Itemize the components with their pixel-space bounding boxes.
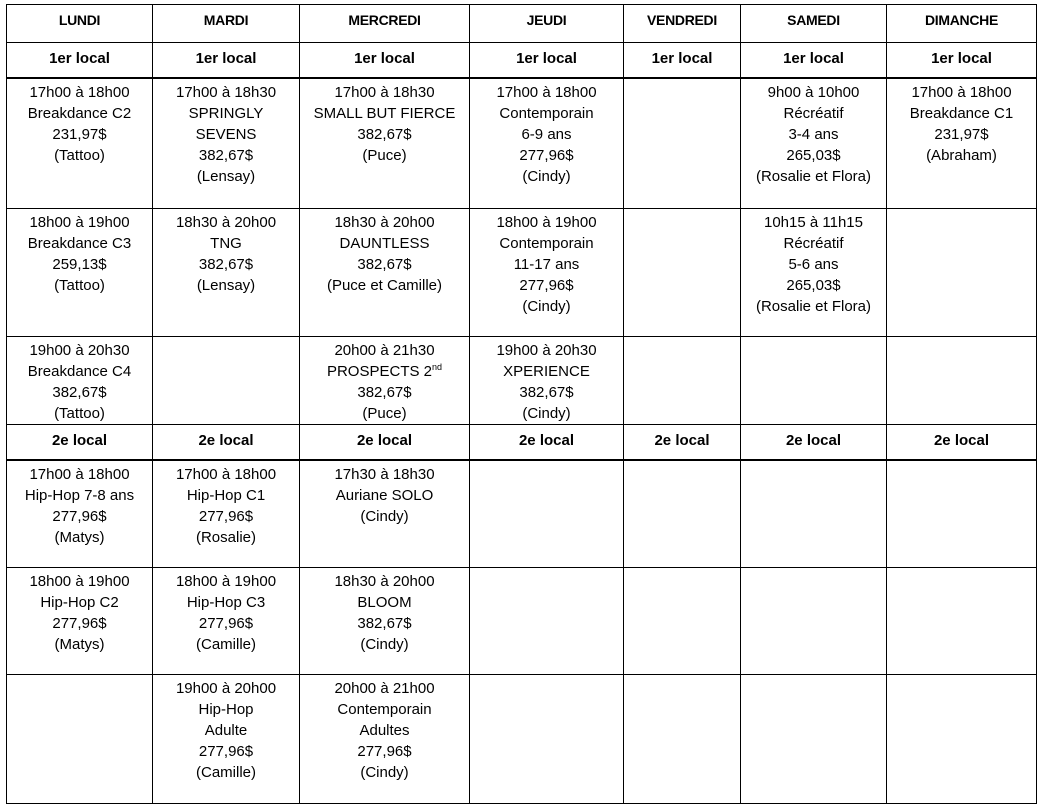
local-label: 1er local [300,43,470,79]
class-line: 231,97$ [934,126,989,143]
local-label: 2e local [887,425,1037,461]
class-line: 382,67$ [357,615,412,632]
class-line: (Lensay) [196,168,256,185]
class-line: Auriane SOLO [335,487,434,504]
class-line: Récréatif [783,235,844,252]
class-line: (Cindy) [522,298,571,315]
local-label: 2e local [470,425,624,461]
class-line: 265,03$ [786,277,841,294]
class-line: (Tattoo) [54,277,105,294]
class-line: 19h00 à 20h30 [496,342,597,359]
class-line: PROSPECTS 2nd [326,362,443,380]
class-line: 382,67$ [52,384,107,401]
empty-cell [470,460,624,568]
class-line: 17h00 à 18h30 [175,84,277,101]
class-line: 277,96$ [519,147,574,164]
class-line: BLOOM [357,594,412,611]
schedule-row [7,209,1037,337]
schedule-row [7,337,1037,425]
class-cell [153,209,300,337]
class-line: 17h00 à 18h00 [911,84,1012,101]
class-line: 18h30 à 20h00 [175,214,277,231]
class-cell [470,337,624,425]
empty-cell [7,675,153,804]
class-line: Contemporain [499,235,594,252]
class-line: 277,96$ [519,277,574,294]
class-line: SEVENS [195,126,257,143]
day-header-mercredi: MERCREDI [300,5,470,43]
class-line: 382,67$ [519,384,574,401]
empty-cell [624,209,741,337]
schedule-row [7,675,1037,804]
class-cell [153,675,300,804]
empty-cell [624,78,741,209]
class-cell [7,337,153,425]
class-line: 10h15 à 11h15 [764,214,863,231]
class-cell [300,209,470,337]
class-line: 18h00 à 19h00 [175,573,277,590]
class-cell [153,568,300,675]
class-line: 382,67$ [357,256,412,273]
class-cell [300,78,470,209]
class-line: 18h00 à 19h00 [29,214,130,231]
empty-cell [887,460,1037,568]
empty-cell [887,337,1037,425]
class-line: 259,13$ [52,256,107,273]
class-line: 17h00 à 18h30 [334,84,435,101]
class-line: (Cindy) [522,405,571,422]
class-line: 382,67$ [357,126,412,143]
local-label: 1er local [470,43,624,79]
class-line: 17h00 à 18h00 [29,466,130,483]
day-header-lundi: LUNDI [7,5,153,43]
class-line: SPRINGLY [188,105,264,122]
class-line: 17h00 à 18h00 [29,84,130,101]
class-line: Contemporain [337,701,432,718]
day-header-row [7,5,1037,43]
class-line: 9h00 à 10h00 [767,84,860,101]
class-line: 20h00 à 21h00 [334,680,435,697]
class-line: 277,96$ [52,615,107,632]
class-line: (Abraham) [926,147,997,164]
local-label: 1er local [7,43,153,79]
class-line: 11-17 ans [513,256,580,273]
class-line: 18h30 à 20h00 [334,214,435,231]
local-label: 2e local [7,425,153,461]
class-line: 20h00 à 21h30 [334,342,435,359]
class-cell [741,78,887,209]
class-line: Hip-Hop 7-8 ans [24,487,135,504]
class-cell [7,209,153,337]
empty-cell [624,568,741,675]
ordinal-superscript: nd [432,362,443,372]
class-line: (Camille) [196,636,256,653]
class-line: 382,67$ [198,147,254,164]
class-line: (Rosalie) [195,529,256,546]
class-line: (Cindy) [360,764,409,781]
class-line: Adulte [204,722,248,739]
class-line: 277,96$ [198,743,254,760]
class-line: SMALL BUT FIERCE [313,105,456,122]
class-line: XPERIENCE [503,363,590,380]
class-line: 18h30 à 20h00 [334,573,435,590]
class-cell [7,78,153,209]
class-line: (Lensay) [196,277,256,294]
class-line: (Puce) [362,147,407,164]
day-header-vendredi: VENDREDI [624,5,741,43]
class-line: 265,03$ [786,147,841,164]
empty-cell [624,675,741,804]
local-label: 2e local [153,425,300,461]
weekly-schedule-table [6,4,1037,804]
class-line: 3-4 ans [788,126,839,143]
local-label: 2e local [624,425,741,461]
local-label: 2e local [741,425,887,461]
local-label: 1er local [624,43,741,79]
class-line: (Tattoo) [54,405,105,422]
class-line: Adultes [359,722,410,739]
class-line: 277,96$ [198,508,254,525]
class-line: DAUNTLESS [339,235,430,252]
class-line: 19h00 à 20h30 [29,342,130,359]
class-line: (Cindy) [360,636,409,653]
class-line: Breakdance C4 [27,363,132,380]
class-cell [300,675,470,804]
class-cell [7,568,153,675]
class-line: Récréatif [783,105,844,122]
local-label: 1er local [153,43,300,79]
class-cell [300,337,470,425]
empty-cell [470,675,624,804]
class-cell [7,460,153,568]
class-line: Hip-Hop C3 [186,594,266,611]
class-line: Hip-Hop C1 [186,487,266,504]
class-line: (Tattoo) [54,147,105,164]
local-label: 2e local [300,425,470,461]
empty-cell [470,568,624,675]
class-line: Hip-Hop C2 [40,594,119,611]
schedule-row [7,78,1037,209]
class-line: 18h00 à 19h00 [496,214,597,231]
empty-cell [741,675,887,804]
class-line: 19h00 à 20h00 [175,680,277,697]
empty-cell [741,337,887,425]
class-line: 5-6 ans [788,256,839,273]
class-cell [153,78,300,209]
class-line: (Camille) [196,764,256,781]
class-line: Breakdance C3 [27,235,132,252]
class-cell [153,460,300,568]
class-line: 382,67$ [198,256,254,273]
class-line: Contemporain [499,105,594,122]
class-line: 277,96$ [198,615,254,632]
class-line: TNG [210,235,242,252]
local-2-header-row [7,425,1037,461]
class-line: (Puce) [362,405,407,422]
empty-cell [887,675,1037,804]
local-1-header-row [7,43,1037,79]
class-line: 17h30 à 18h30 [334,466,435,483]
empty-cell [741,568,887,675]
empty-cell [741,460,887,568]
class-line: 277,96$ [52,508,107,525]
class-line: 17h00 à 18h00 [175,466,277,483]
day-header-jeudi: JEUDI [470,5,624,43]
class-cell [887,78,1037,209]
class-cell [470,78,624,209]
class-line: 277,96$ [357,743,412,760]
class-line: (Rosalie et Flora) [755,168,872,185]
empty-cell [624,337,741,425]
day-header-mardi: MARDI [153,5,300,43]
class-line: (Rosalie et Flora) [755,298,872,315]
class-cell [741,209,887,337]
day-header-dimanche: DIMANCHE [887,5,1037,43]
schedule-row [7,568,1037,675]
class-line: 17h00 à 18h00 [496,84,597,101]
class-cell [300,568,470,675]
class-line: Breakdance C1 [909,105,1014,122]
class-line: Hip-Hop [198,701,254,718]
local-label: 1er local [887,43,1037,79]
class-line: (Cindy) [360,508,409,525]
class-line: 6-9 ans [521,126,572,143]
empty-cell [887,568,1037,675]
empty-cell [887,209,1037,337]
class-cell [470,209,624,337]
local-label: 1er local [741,43,887,79]
class-line: (Matys) [54,529,105,546]
class-cell [300,460,470,568]
day-header-samedi: SAMEDI [741,5,887,43]
class-line: 382,67$ [357,384,412,401]
class-line: (Puce et Camille) [326,277,443,294]
class-line: 18h00 à 19h00 [29,573,130,590]
class-line: (Cindy) [522,168,571,185]
empty-cell [153,337,300,425]
class-line: 231,97$ [52,126,107,143]
schedule-row [7,460,1037,568]
empty-cell [624,460,741,568]
class-line: Breakdance C2 [27,105,132,122]
class-line: (Matys) [54,636,105,653]
